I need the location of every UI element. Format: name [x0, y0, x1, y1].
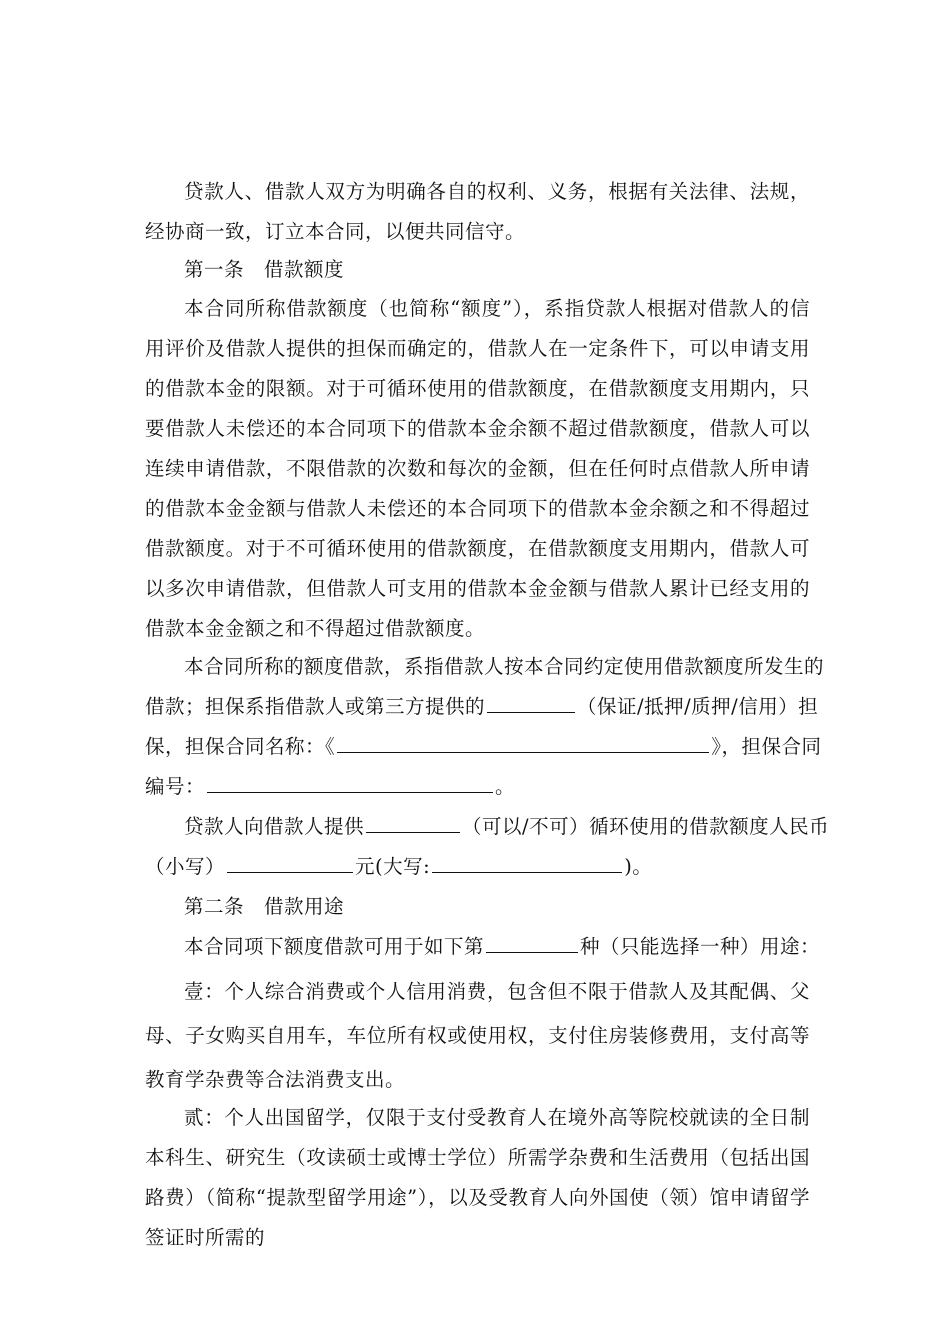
amount-lowercase-label: （小写）	[145, 855, 226, 878]
article-1-paragraph-2-line-1: 本合同所称的额度借款，系指借款人按本合同约定使用借款额度所发生的	[184, 655, 825, 678]
guarantee-type-blank[interactable]	[487, 694, 575, 713]
article-1-paragraph-2-line-4	[145, 767, 810, 807]
article-1-paragraph-3-line-1	[145, 807, 849, 847]
guarantee-contract-name-blank[interactable]	[337, 734, 709, 753]
article-1-paragraph-2-line-3	[145, 727, 822, 767]
usage-option-blank[interactable]	[486, 934, 578, 953]
article-1-paragraph-2-line-2	[145, 687, 819, 727]
contract-number-blank[interactable]	[207, 774, 493, 793]
guarantee-contract-name-label: 保，担保合同名称：《	[145, 735, 336, 758]
guarantee-contract-number-text: 》，担保合同	[711, 735, 822, 758]
contract-number-label: 编号：	[145, 775, 206, 798]
revolving-option-blank[interactable]	[366, 814, 460, 833]
article-1-heading: 第一条 借款额度	[184, 258, 345, 281]
intro-paragraph: 贷款人、借款人双方为明确各自的权利、义务，根据有关法律、法规，经协商一致，订立本合同，以便共同信守。	[145, 180, 810, 243]
amount-end: )。	[624, 855, 653, 878]
contract-number-end: 。	[495, 775, 516, 798]
amount-lowercase-blank[interactable]	[227, 854, 353, 873]
article-2-heading: 第二条 借款用途	[184, 895, 345, 918]
usage-option-1: 壹：个人综合消费或个人信用消费，包含但不限于借款人及其配偶、父母、子女购买自用车，车位所有权或使用权，支付住房装修费用，支付高等教育学杂费等合法消费支出。	[145, 980, 810, 1091]
lender-provides-text: 贷款人向借款人提供	[184, 815, 365, 838]
article-1-paragraph-1: 本合同所称借款额度（也简称“额度”），系指贷款人根据对借款人的信用评价及借款人提供的担保而确定的，借款人在一定条件下，可以申请支用的借款本金的限额。对于可循环使用的借款额度，在借款额度支用期内，只要借款人未偿还的本合同项下的借款本金余额不超过借款额度，借款人可以连续申请借款，不限借款的次数和每次的金额，但在任何时点借款人所申请的借款本金金额与借款人未偿还的本合同项下的借款本金余额之和不得超过借款额度。对于不可循环使用的借款额度，在借款额度支用期内，借款人可以多次申请借款，但借款人可支用的借款本金金额与借款人累计已经支用的借款本金金额之和不得超过借款额度。	[145, 297, 810, 640]
usage-option-2: 贰：个人出国留学，仅限于支付受教育人在境外高等院校就读的全日制本科生、研究生（攻读硕士或博士学位）所需学杂费和生活费用（包括出国路费）（简称“提款型留学用途”），以及受教育人向外国使（领）馆申请留学签证时所需的	[145, 1106, 810, 1249]
article-2-paragraph-1	[145, 927, 849, 967]
article-1-paragraph-3-line-2	[145, 847, 810, 887]
usage-option-suffix: 种（只能选择一种）用途：	[580, 935, 821, 958]
amount-uppercase-blank[interactable]	[432, 854, 622, 873]
revolving-options-text: （可以/不可）循环使用的借款额度人民币	[462, 815, 830, 838]
guarantee-provider-text: 借款；担保系指借款人或第三方提供的	[145, 695, 486, 718]
guarantee-options-text: （保证/抵押/质押/信用）担	[577, 695, 819, 718]
usage-option-text: 本合同项下额度借款可用于如下第	[184, 935, 485, 958]
amount-uppercase-label: 元(大写:	[355, 855, 431, 878]
